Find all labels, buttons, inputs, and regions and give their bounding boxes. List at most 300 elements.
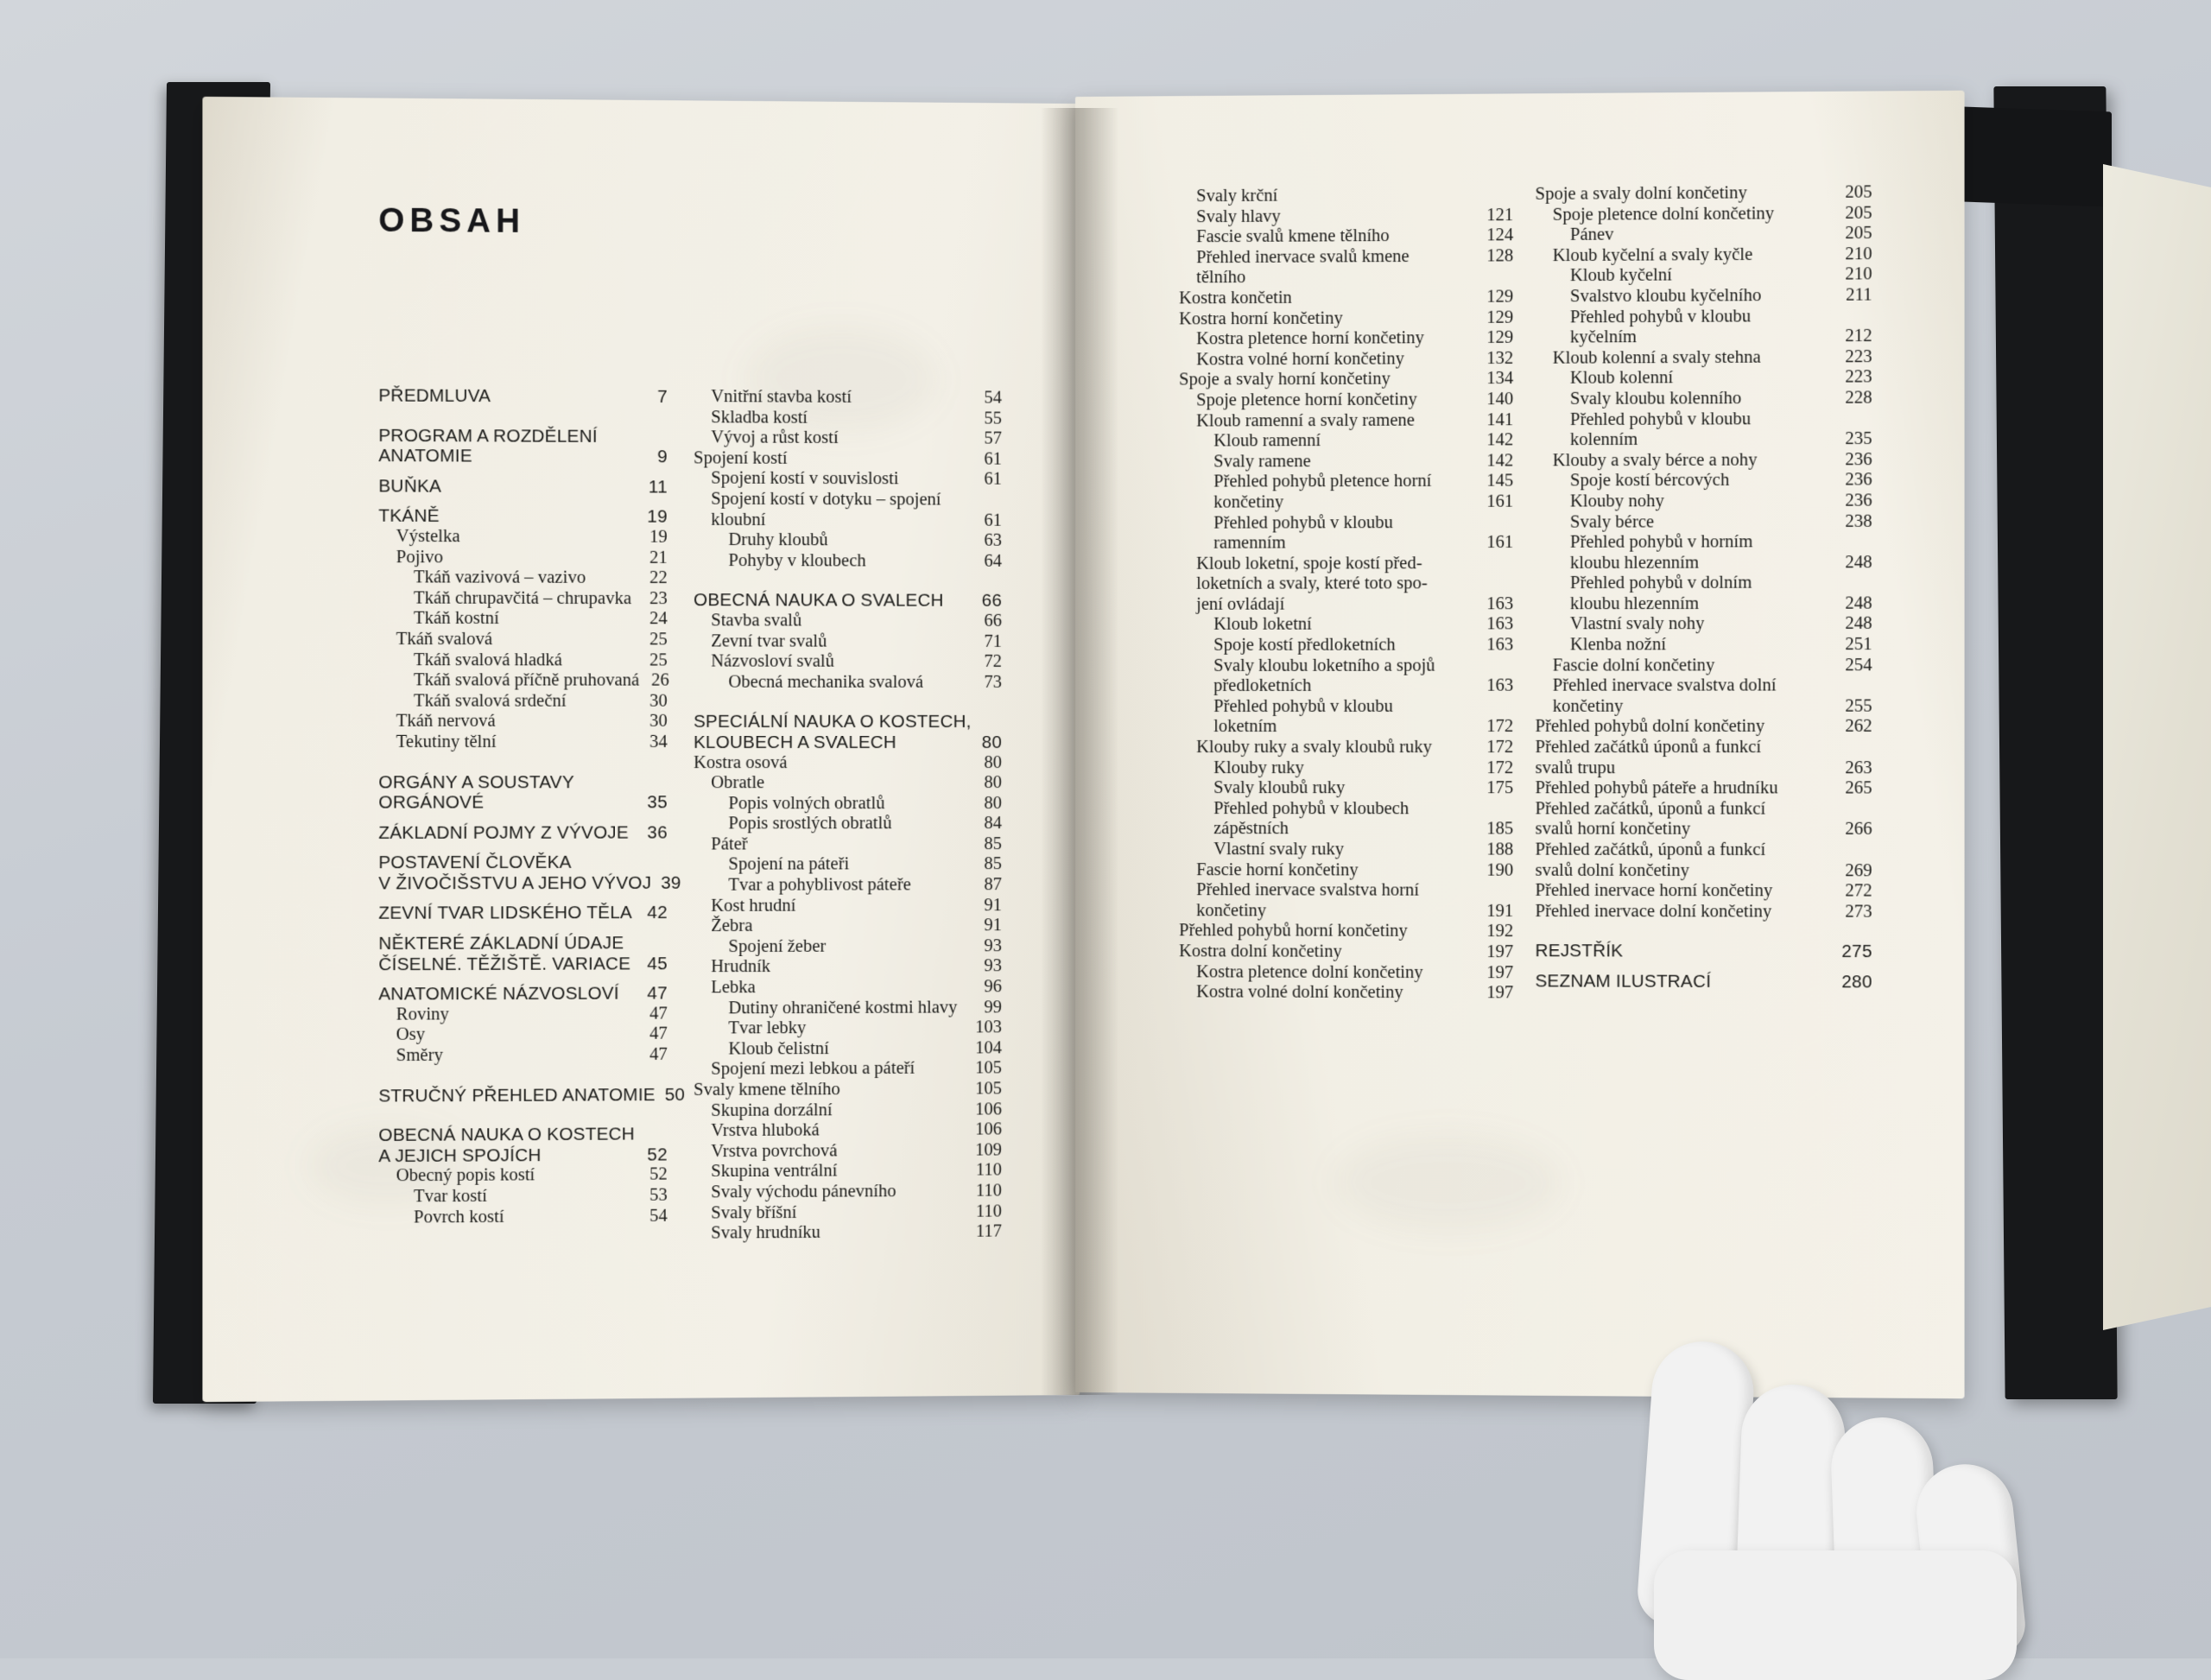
toc-col4-entry-page: 251: [1842, 635, 1872, 656]
toc-col2-entry-page: 105: [972, 1079, 1002, 1100]
left-page[interactable]: [202, 97, 1080, 1402]
toc-col4-entry[interactable]: [1535, 635, 1872, 656]
toc-col4-entry[interactable]: [1535, 368, 1872, 390]
toc-col1-entry[interactable]: [378, 933, 667, 954]
toc-col3-entry[interactable]: [1179, 901, 1513, 922]
toc-col1-entry-label: TKÁNĚ: [378, 506, 637, 528]
toc-col4-entry[interactable]: [1535, 840, 1872, 861]
toc-col3-entry-label: Kostra končetin: [1179, 288, 1484, 309]
toc-col1-entry-label: Tvar kostí: [414, 1186, 637, 1208]
toc-col1-entry[interactable]: [378, 1024, 667, 1046]
toc-col2-entry-page: 61: [972, 510, 1002, 531]
toc-col1-entry[interactable]: [378, 954, 667, 975]
toc-col2-entry[interactable]: [694, 1100, 1002, 1121]
toc-col4-entry-label: Přehled inervace horní končetiny: [1535, 881, 1842, 902]
toc-col2-entry[interactable]: [694, 794, 1002, 815]
toc-col2-entry-page: 84: [972, 814, 1002, 834]
toc-col3-entry-page: 188: [1484, 840, 1513, 860]
toc-col3-entry-page: 175: [1484, 778, 1513, 799]
toc-col3-entry-page: 190: [1484, 860, 1513, 881]
toc-col2-entry[interactable]: [694, 611, 1002, 631]
toc-col2-entry-label: Vnitřní stavba kostí: [711, 387, 972, 409]
toc-col1-entry[interactable]: [378, 984, 667, 1005]
toc-col1-entry[interactable]: [378, 822, 667, 843]
toc-col2-entry-label: Kloub čelistní: [728, 1038, 972, 1060]
toc-col2-entry[interactable]: [694, 590, 1002, 611]
toc-col4-entry-page: 238: [1842, 511, 1872, 532]
toc-col2-entry[interactable]: [694, 631, 1002, 652]
toc-col3-entry[interactable]: [1179, 267, 1513, 289]
toc-col1-entry-page: 19: [637, 528, 667, 548]
right-page[interactable]: [1075, 91, 1965, 1399]
toc-col1-entry[interactable]: [378, 567, 667, 588]
toc-col4-entry[interactable]: [1535, 553, 1872, 574]
toc-col4-entry-page: 236: [1842, 491, 1872, 511]
toc-col2-entry[interactable]: [694, 998, 1002, 1019]
toc-col2-entry[interactable]: [694, 1018, 1002, 1040]
toc-col3-entry[interactable]: [1179, 676, 1513, 697]
toc-col2-entry-label: Žebra: [711, 916, 972, 937]
toc-col4-entry[interactable]: [1535, 860, 1872, 881]
toc-col1-entry-label: NĚKTERÉ ZÁKLADNÍ ÚDAJE: [378, 933, 637, 954]
toc-col3-entry-page: 197: [1484, 983, 1513, 1004]
toc-col2-entry-page: 104: [972, 1038, 1002, 1059]
toc-col2-entry[interactable]: [694, 510, 1002, 531]
toc-col4-entry-label: Přehled začátků, úponů a funkcí: [1535, 840, 1842, 861]
toc-col3-entry[interactable]: [1179, 656, 1513, 676]
toc-col1-entry-page: 30: [637, 712, 667, 732]
toc-col4-entry-label: Kloub kyčelní: [1570, 265, 1842, 287]
toc-col2-entry-label: Skupina ventrální: [711, 1161, 972, 1182]
toc-col1-entry[interactable]: [378, 792, 667, 813]
toc-col2-entry[interactable]: [694, 1038, 1002, 1060]
toc-col4-entry[interactable]: [1535, 429, 1872, 451]
toc-col3-entry-label: Přehled pohybů horní končetiny: [1179, 922, 1484, 942]
toc-col3-entry[interactable]: [1179, 799, 1513, 820]
toc-col2-entry-page: 73: [972, 673, 1002, 694]
toc-col1-entry-page: 25: [637, 650, 667, 671]
toc-col1-entry-page: 19: [637, 507, 667, 528]
toc-col1-entry[interactable]: [378, 1165, 667, 1188]
toc-col1-entry-label: A JEJICH SPOJÍCH: [378, 1144, 637, 1166]
toc-col3-entry[interactable]: [1179, 206, 1513, 228]
toc-col3-entry[interactable]: [1179, 840, 1513, 860]
toc-col4-entry[interactable]: [1535, 409, 1872, 430]
toc-col4-entry[interactable]: [1535, 532, 1872, 554]
toc-col1-entry[interactable]: [378, 385, 667, 407]
toc-col4-entry-page: 248: [1842, 614, 1872, 635]
toc-col2-entry-label: Spojení mezi lebkou a páteří: [711, 1059, 972, 1081]
toc-col3-entry[interactable]: [1179, 349, 1513, 371]
toc-col4-entry[interactable]: [1535, 326, 1872, 348]
toc-col4-entry-page: 205: [1842, 182, 1872, 203]
toc-col1-entry-label: Tkáň kostní: [414, 609, 637, 630]
toc-col2-entry[interactable]: [694, 551, 1002, 572]
toc-col1-entry-label: ZEVNÍ TVAR LIDSKÉHO TĚLA: [378, 903, 637, 923]
toc-col2-entry[interactable]: [694, 875, 1002, 896]
toc-col4-entry[interactable]: [1535, 614, 1872, 635]
toc-col3-entry-label: Svaly kloubů ruky: [1213, 778, 1484, 799]
toc-col2-entry[interactable]: [694, 896, 1002, 916]
toc-col2-entry[interactable]: [694, 732, 1002, 753]
toc-col3-entry-page: 172: [1484, 738, 1513, 758]
toc-col4-entry-page: 275: [1841, 941, 1872, 962]
toc-col2-entry-page: 64: [972, 551, 1002, 572]
toc-col4-entry-label: Přehled začátků, úponů a funkcí: [1535, 799, 1842, 820]
toc-col1-entry[interactable]: [378, 548, 667, 569]
toc-col2-entry-page: 85: [972, 834, 1002, 855]
toc-col2-entry-label: Zevní tvar svalů: [711, 631, 972, 652]
toc-col3-entry[interactable]: [1179, 369, 1513, 390]
dust-jacket-flap: [2103, 164, 2211, 1330]
toc-col3-entry[interactable]: [1179, 941, 1513, 963]
toc-col2-entry[interactable]: [694, 712, 1002, 732]
toc-col4-entry-label: Svalstvo kloubu kyčelního: [1570, 286, 1842, 307]
toc-col2-entry-label: Skupina dorzální: [711, 1100, 972, 1121]
toc-col4-entry-label: kolenním: [1570, 429, 1842, 451]
toc-col3-entry[interactable]: [1179, 246, 1513, 269]
toc-col1-entry[interactable]: [378, 853, 667, 873]
toc-col1-entry[interactable]: [378, 670, 667, 691]
toc-col3-entry-label: Kostra pletence dolní končetiny: [1196, 962, 1484, 983]
toc-col4-entry-page: 248: [1842, 553, 1872, 574]
toc-col3-entry[interactable]: [1179, 778, 1513, 799]
toc-col1-entry-label: Roviny: [396, 1004, 638, 1025]
toc-col2-entry[interactable]: [694, 652, 1002, 673]
toc-col4-entry[interactable]: [1535, 593, 1872, 614]
toc-col1-entry-label: Tekutiny tělní: [396, 732, 638, 753]
toc-col3-entry[interactable]: [1179, 307, 1513, 329]
toc-col4-entry-page: 272: [1842, 881, 1872, 902]
toc-col2-entry-page: 110: [972, 1181, 1002, 1201]
toc-col1-entry-label: Osy: [396, 1024, 638, 1046]
toc-col4-entry[interactable]: [1535, 491, 1872, 512]
toc-col1-entry-label: PŘEDMLUVA: [378, 385, 637, 407]
toc-col3-entry-page: 129: [1484, 307, 1513, 328]
toc-col2-entry-page: 54: [972, 388, 1002, 409]
toc-col2-entry[interactable]: [694, 490, 1002, 511]
toc-col3-entry-page: 163: [1484, 594, 1513, 615]
toc-col3-entry[interactable]: [1179, 758, 1513, 779]
toc-col4-entry-label: kyčelním: [1570, 326, 1842, 348]
toc-col4-entry-label: svalů horní končetiny: [1535, 820, 1842, 840]
toc-col3-entry[interactable]: [1179, 554, 1513, 574]
toc-col3-entry[interactable]: [1179, 717, 1513, 738]
toc-col3-entry-page: 145: [1484, 472, 1513, 492]
toc-col2-entry[interactable]: [694, 936, 1002, 958]
toc-col2-entry[interactable]: [694, 957, 1002, 979]
toc-col4-entry-label: Přehled pohybů páteře a hrudníku: [1535, 778, 1842, 799]
toc-col4-entry-page: 265: [1842, 779, 1872, 800]
toc-col1-entry[interactable]: [378, 425, 667, 447]
toc-col2-entry-page: 93: [972, 957, 1002, 978]
toc-col1-entry-page: 54: [637, 1206, 667, 1227]
toc-col2-entry[interactable]: [694, 672, 1002, 693]
toc-col2-entry-label: Spojení kostí v souvislosti: [711, 469, 972, 491]
page-title: OBSAH: [378, 203, 525, 241]
toc-col3-entry-label: loketních a svaly, které toto spo-: [1196, 574, 1484, 594]
toc-col3-entry[interactable]: [1179, 982, 1513, 1004]
toc-col2-entry[interactable]: [694, 387, 1002, 409]
toc-col3-entry-page: 185: [1484, 820, 1513, 840]
toc-col4-entry[interactable]: [1535, 799, 1872, 820]
toc-col3-entry-page: 197: [1484, 942, 1513, 963]
toc-col1-entry[interactable]: [378, 691, 667, 712]
toc-col2-entry-label: Tvar a pohyblivost páteře: [728, 875, 972, 896]
toc-col4-entry-label: Přehled inervace svalstva dolní: [1553, 676, 1842, 697]
toc-col4-entry-page: 205: [1842, 203, 1872, 224]
toc-col4-entry[interactable]: [1535, 306, 1872, 328]
toc-col2-entry-label: SPECIÁLNÍ NAUKA O KOSTECH,: [694, 712, 972, 732]
toc-col3-entry[interactable]: [1179, 287, 1513, 309]
toc-col4-entry[interactable]: [1535, 696, 1872, 717]
toc-col2-entry[interactable]: [694, 1079, 1002, 1100]
toc-col2-entry[interactable]: [694, 448, 1002, 470]
toc-col4-entry-label: Klenba nožní: [1570, 635, 1842, 656]
toc-col3-entry[interactable]: [1179, 880, 1513, 901]
toc-col2-entry[interactable]: [694, 428, 1002, 449]
toc-col4-entry[interactable]: [1535, 203, 1872, 225]
toc-col1-entry-page: 25: [637, 630, 667, 650]
toc-col4-entry[interactable]: [1535, 881, 1872, 902]
toc-col1-entry[interactable]: [378, 1085, 667, 1106]
toc-col1-entry-page: 47: [637, 1024, 667, 1045]
toc-col2-entry-label: Kost hrudní: [711, 896, 972, 916]
toc-col2-entry[interactable]: [694, 977, 1002, 998]
toc-col1-entry[interactable]: [378, 712, 667, 732]
toc-col2-entry[interactable]: [694, 530, 1002, 552]
toc-col4-entry-page: 205: [1842, 224, 1872, 244]
toc-col4-entry[interactable]: [1535, 820, 1872, 840]
toc-col1-entry[interactable]: [378, 772, 667, 793]
toc-col4-entry-label: Přehled pohybů v dolním: [1570, 574, 1842, 594]
toc-col3-entry-page: 141: [1484, 410, 1513, 431]
toc-col1-entry[interactable]: [378, 732, 667, 753]
toc-col2-entry[interactable]: [694, 408, 1002, 429]
toc-col1-entry[interactable]: [378, 903, 667, 923]
toc-col3-entry[interactable]: [1179, 225, 1513, 248]
toc-col2-entry[interactable]: [694, 855, 1002, 876]
toc-col3-entry-label: Svaly krční: [1196, 185, 1484, 207]
toc-col3-entry-label: Přehled pohybů v kloubu: [1213, 697, 1484, 718]
toc-col4-entry-label: končetiny: [1553, 696, 1842, 717]
toc-col1-entry-page: 47: [637, 1004, 667, 1024]
toc-col2-entry[interactable]: [694, 1181, 1002, 1203]
toc-col2-entry-label: Vývoj a růst kostí: [711, 428, 972, 449]
toc-col3-entry[interactable]: [1179, 738, 1513, 758]
toc-col1-entry[interactable]: [378, 588, 667, 609]
toc-col4-entry[interactable]: [1535, 902, 1872, 922]
toc-col2-entry-page: 55: [972, 409, 1002, 429]
toc-col3-entry-label: Přehled inervace svalstva horní: [1196, 880, 1484, 901]
toc-col3-entry[interactable]: [1179, 860, 1513, 881]
toc-col3-entry-page: 163: [1484, 615, 1513, 636]
toc-col4-entry[interactable]: [1535, 574, 1872, 594]
toc-col1-entry-label: OBECNÁ NAUKA O KOSTECH: [378, 1125, 637, 1146]
toc-col2-entry-label: Tvar lebky: [728, 1018, 972, 1040]
toc-col1-entry-label: Tkáň svalová: [396, 630, 638, 650]
toc-col4-entry-label: Kloub kolenní a svaly stehna: [1553, 347, 1842, 369]
toc-col2-entry-label: Stavba svalů: [711, 611, 972, 631]
toc-col1-entry-label: Tkáň svalová příčně pruhovaná: [414, 670, 639, 691]
toc-col1-entry-label: ANATOMICKÉ NÁZVOSLOVÍ: [378, 984, 637, 1005]
toc-col3-entry-page: 197: [1484, 963, 1513, 984]
toc-col1-entry-label: ZÁKLADNÍ POJMY Z VÝVOJE: [378, 822, 637, 843]
toc-col3-entry[interactable]: [1179, 922, 1513, 942]
toc-col3-entry-page: 161: [1484, 533, 1513, 554]
toc-col1-entry-label: ANATOMIE: [378, 446, 637, 467]
finger-little: [1912, 1460, 2029, 1663]
toc-col2-entry-label: Vrstva povrchová: [711, 1140, 972, 1162]
toc-col2-entry-page: 66: [972, 591, 1002, 612]
toc-col4-entry[interactable]: [1535, 182, 1872, 205]
toc-column-4: [1535, 182, 1872, 992]
toc-col3-entry-page: 163: [1484, 676, 1513, 697]
toc-col3-entry[interactable]: [1179, 185, 1513, 207]
toc-col2-entry-label: Pohyby v kloubech: [728, 551, 972, 572]
toc-col1-spacer: [378, 843, 667, 853]
toc-col3-entry-label: ramenním: [1213, 533, 1484, 554]
toc-col4-entry[interactable]: [1535, 738, 1872, 758]
toc-col3-entry[interactable]: [1179, 451, 1513, 472]
toc-col4-entry-label: Přehled inervace dolní končetiny: [1535, 902, 1842, 922]
toc-col4-entry[interactable]: [1535, 244, 1872, 267]
toc-col4-entry-page: 248: [1842, 593, 1872, 614]
toc-col1-entry[interactable]: [378, 873, 667, 894]
toc-col2-entry[interactable]: [694, 1059, 1002, 1081]
toc-col1-spacer: [378, 406, 667, 427]
toc-col2-entry-label: Kostra osová: [694, 753, 972, 774]
toc-col3-entry-page: 134: [1484, 369, 1513, 390]
toc-col2-entry[interactable]: [694, 1120, 1002, 1142]
toc-col1-entry[interactable]: [378, 1186, 667, 1208]
toc-col4-entry-label: Fascie dolní končetiny: [1553, 656, 1842, 676]
toc-col4-entry-label: Pánev: [1570, 224, 1842, 245]
toc-col4-entry-label: svalů dolní končetiny: [1535, 860, 1842, 881]
toc-col4-entry[interactable]: [1535, 717, 1872, 738]
toc-col4-entry-label: Přehled pohybů dolní končetiny: [1535, 717, 1842, 738]
toc-col2-entry-label: Spojení kostí v dotyku – spojení: [711, 490, 972, 511]
palm: [1654, 1550, 2017, 1680]
toc-col3-entry[interactable]: [1179, 697, 1513, 718]
toc-col2-entry-label: Popis volných obratlů: [728, 794, 972, 815]
toc-col2-entry-label: Páteř: [711, 834, 972, 855]
toc-col2-entry[interactable]: [694, 814, 1002, 834]
toc-col1-entry-label: Pojivo: [396, 548, 638, 568]
toc-col2-entry-page: 106: [972, 1100, 1002, 1120]
toc-col2-entry-label: Vrstva hluboká: [711, 1120, 972, 1142]
toc-col3-entry-page: 140: [1484, 390, 1513, 410]
toc-col4-entry[interactable]: [1535, 265, 1872, 288]
toc-col4-entry[interactable]: [1535, 656, 1872, 676]
toc-col4-entry[interactable]: [1535, 971, 1872, 992]
toc-col3-entry-label: Kloub ramenní: [1213, 431, 1484, 453]
toc-col3-entry[interactable]: [1179, 430, 1513, 452]
toc-col2-entry-page: 80: [972, 753, 1002, 774]
toc-col4-entry-label: Přehled začátků úponů a funkcí: [1535, 738, 1842, 758]
toc-col1-spacer: [378, 1065, 667, 1086]
toc-col1-entry[interactable]: [378, 630, 667, 650]
toc-col4-entry-page: 273: [1842, 902, 1872, 922]
toc-col4-entry-page: 210: [1842, 244, 1872, 265]
toc-col3-entry[interactable]: [1179, 615, 1513, 636]
toc-col4-entry-label: Přehled pohybů v kloubu: [1570, 409, 1842, 430]
toc-col2-entry-label: KLOUBECH A SVALECH: [694, 732, 972, 753]
toc-col4-entry[interactable]: [1535, 388, 1872, 409]
toc-col1-entry-label: Tkáň vazivová – vazivo: [414, 567, 637, 588]
toc-col2-entry[interactable]: [694, 469, 1002, 491]
toc-col3-entry[interactable]: [1179, 594, 1513, 615]
toc-col1-entry[interactable]: [378, 650, 667, 671]
toc-col1-entry[interactable]: [378, 1004, 667, 1025]
toc-col4-entry-label: SEZNAM ILUSTRACÍ: [1535, 971, 1841, 992]
toc-col4-entry-label: Klouby a svaly bérce a nohy: [1553, 450, 1842, 472]
toc-col3-entry[interactable]: [1179, 472, 1513, 493]
toc-col4-entry[interactable]: [1535, 224, 1872, 246]
toc-col3-entry-label: Svaly kloubu loketního a spojů: [1213, 656, 1484, 676]
toc-col3-entry[interactable]: [1179, 512, 1513, 534]
toc-col1-entry[interactable]: [378, 527, 667, 548]
toc-col2-entry[interactable]: [694, 1222, 1002, 1245]
toc-col3-entry[interactable]: [1179, 410, 1513, 432]
toc-col4-entry-page: 212: [1842, 326, 1872, 347]
toc-col2-entry-label: Názvosloví svalů: [711, 652, 972, 673]
toc-col1-entry[interactable]: [378, 446, 667, 467]
toc-col1-entry[interactable]: [378, 506, 667, 528]
toc-col3-entry[interactable]: [1179, 492, 1513, 514]
toc-col1-entry[interactable]: [378, 609, 667, 630]
toc-col2-entry[interactable]: [694, 1161, 1002, 1183]
toc-col2-entry[interactable]: [694, 916, 1002, 936]
toc-col4-entry[interactable]: [1535, 347, 1872, 369]
toc-col2-entry[interactable]: [694, 753, 1002, 774]
toc-col4-entry[interactable]: [1535, 676, 1872, 697]
toc-col4-entry[interactable]: [1535, 778, 1872, 799]
toc-col1-entry[interactable]: [378, 1045, 667, 1067]
toc-col3-entry[interactable]: [1179, 962, 1513, 984]
toc-col3-entry[interactable]: [1179, 328, 1513, 350]
toc-col3-entry[interactable]: [1179, 390, 1513, 411]
toc-col1-entry[interactable]: [378, 1124, 667, 1145]
toc-col3-entry[interactable]: [1179, 574, 1513, 594]
toc-col3-entry[interactable]: [1179, 820, 1513, 840]
toc-col3-entry[interactable]: [1179, 635, 1513, 656]
toc-col4-entry-page: 236: [1842, 450, 1872, 471]
toc-col3-entry-label: Klouby ruky a svaly kloubů ruky: [1196, 738, 1484, 758]
toc-col3-entry-label: Vlastní svaly ruky: [1213, 840, 1484, 860]
open-book: [160, 60, 2112, 1442]
toc-col1-entry[interactable]: [378, 476, 667, 498]
toc-col4-entry[interactable]: [1535, 450, 1872, 472]
toc-col4-entry-page: 254: [1842, 656, 1872, 676]
toc-col2-entry[interactable]: [694, 773, 1002, 794]
toc-col3-entry[interactable]: [1179, 533, 1513, 555]
toc-col4-entry[interactable]: [1535, 758, 1872, 779]
toc-col2-entry[interactable]: [694, 1201, 1002, 1224]
toc-col2-entry-label: Obratle: [711, 773, 972, 794]
toc-col4-entry[interactable]: [1535, 511, 1872, 533]
toc-col4-entry[interactable]: [1535, 285, 1872, 307]
toc-col2-entry[interactable]: [694, 1140, 1002, 1162]
toc-col1-entry[interactable]: [378, 1206, 667, 1228]
toc-col1-entry-page: 45: [637, 954, 667, 974]
toc-col1-entry[interactable]: [378, 1144, 667, 1166]
toc-col2-entry[interactable]: [694, 834, 1002, 855]
toc-col4-entry[interactable]: [1535, 471, 1872, 492]
toc-col4-entry[interactable]: [1535, 941, 1872, 963]
toc-col3-entry-label: Kloub loketní, spoje kostí před-: [1196, 554, 1484, 574]
toc-col3-entry-label: tělního: [1196, 267, 1484, 288]
